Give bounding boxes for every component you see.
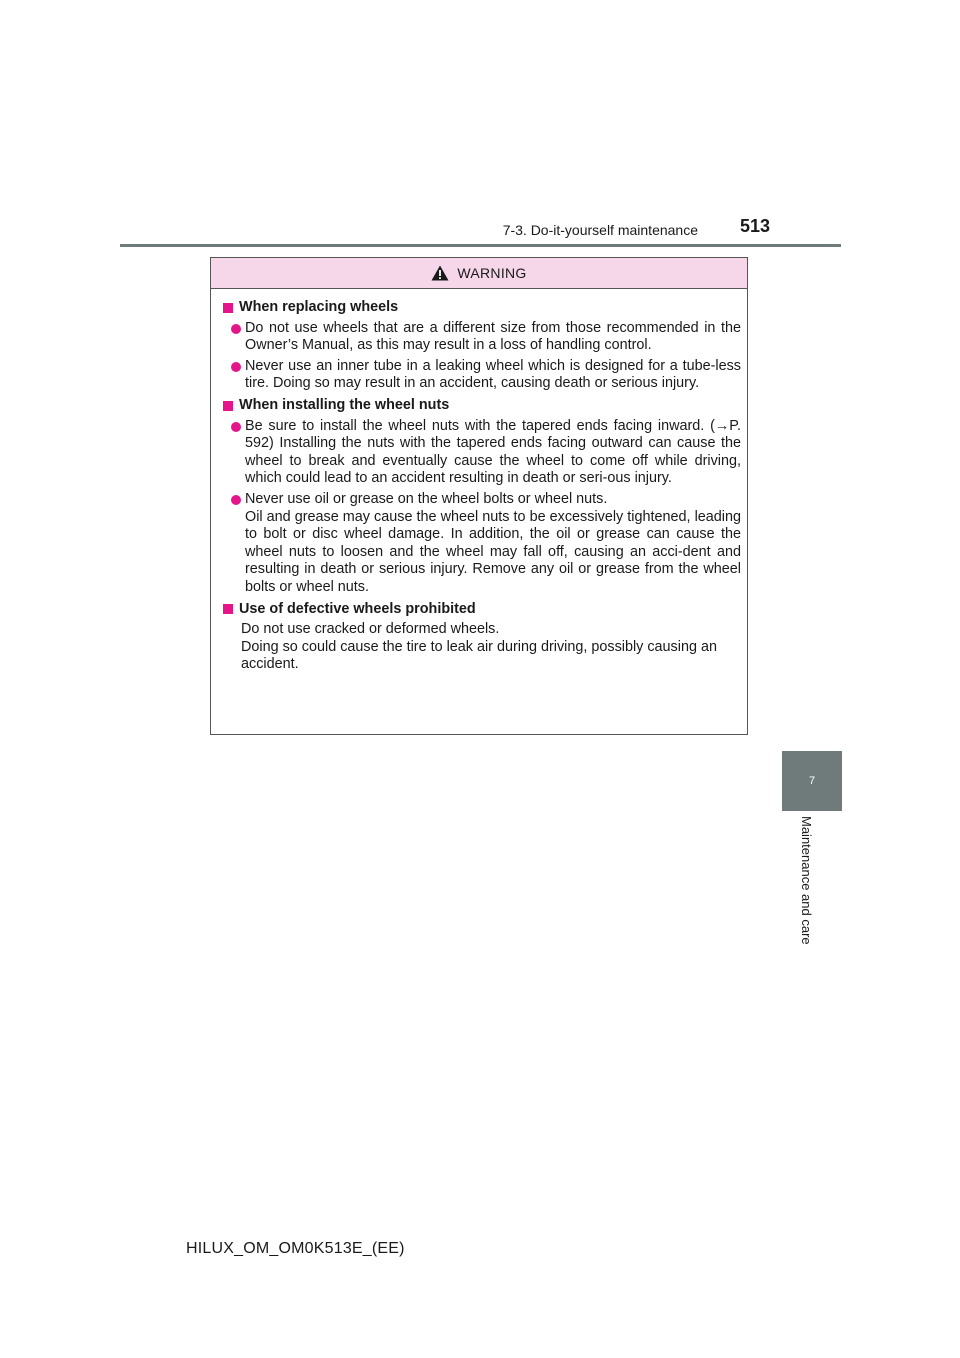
list-item-line: Never use oil or grease on the wheel bolts or wheel nuts.	[245, 490, 608, 507]
section-heading-text: When replacing wheels	[239, 299, 399, 315]
page-number: 513	[740, 216, 771, 236]
section-title: 7-3. Do-it-yourself maintenance	[502, 222, 698, 238]
square-bullet-icon	[223, 303, 233, 313]
section-body-line: Do not use cracked or deformed wheels.	[241, 621, 500, 638]
list-item-text	[245, 491, 741, 597]
list-item-text: Be sure to install the wheel nuts with the tapered ends facing inward. (→P. 592) Installing the nuts with the tapered ends facing outward can cause the wheel to break and eventually cause the wheel to come off while driving, which could lead to an accident resulting in death or seri-ous injury.	[245, 417, 741, 487]
warning-triangle-icon	[431, 265, 449, 281]
circle-bullet-icon	[231, 422, 241, 432]
list-item	[223, 418, 741, 488]
section-installing-nuts	[223, 397, 741, 597]
section-heading-text: When installing the wheel nuts	[239, 396, 450, 413]
list-item-line: Oil and grease may cause the wheel nuts to be excessively tightened, leading to bolt or disc wheel damage. In addition, the oil or grease can cause the wheel nuts to loosen and the wheel may fall off, causing an acci-dent and resulting in death or serious injury. Remove any oil or grease from the wheel bolts or wheel nuts.	[245, 508, 741, 595]
warning-box	[210, 257, 748, 735]
section-replacing-wheels	[223, 299, 741, 393]
chapter-side-label: Maintenance and care	[799, 816, 814, 945]
list-item	[223, 320, 741, 355]
list-item	[223, 358, 741, 393]
chapter-tab	[782, 751, 842, 811]
circle-bullet-icon	[231, 495, 241, 505]
section-heading	[223, 601, 741, 619]
square-bullet-icon	[223, 604, 233, 614]
warning-header	[211, 258, 747, 289]
list-item-text: Never use an inner tube in a leaking wheel which is designed for a tube-less tire. Doing so may result in an accident, causing death or serious injury.	[245, 357, 741, 392]
section-heading-text: Use of defective wheels prohibited	[239, 600, 476, 617]
circle-bullet-icon	[231, 362, 241, 372]
section-defective-wheels	[223, 601, 741, 674]
section-body	[223, 621, 741, 674]
list-item-text: Do not use wheels that are a different size from those recommended in the Owner’s Manual, as this may result in a loss of handling control.	[245, 319, 741, 354]
list-item	[223, 491, 741, 597]
chapter-number: 7	[808, 775, 816, 787]
warning-title: WARNING	[457, 265, 527, 281]
section-heading	[223, 299, 741, 317]
section-heading	[223, 397, 741, 415]
header-divider	[120, 244, 841, 247]
section-body-line: Doing so could cause the tire to leak air during driving, possibly causing an accident.	[241, 638, 717, 673]
warning-body	[211, 289, 747, 674]
square-bullet-icon	[223, 401, 233, 411]
document-code: HILUX_OM_OM0K513E_(EE)	[186, 1240, 405, 1257]
circle-bullet-icon	[231, 324, 241, 334]
